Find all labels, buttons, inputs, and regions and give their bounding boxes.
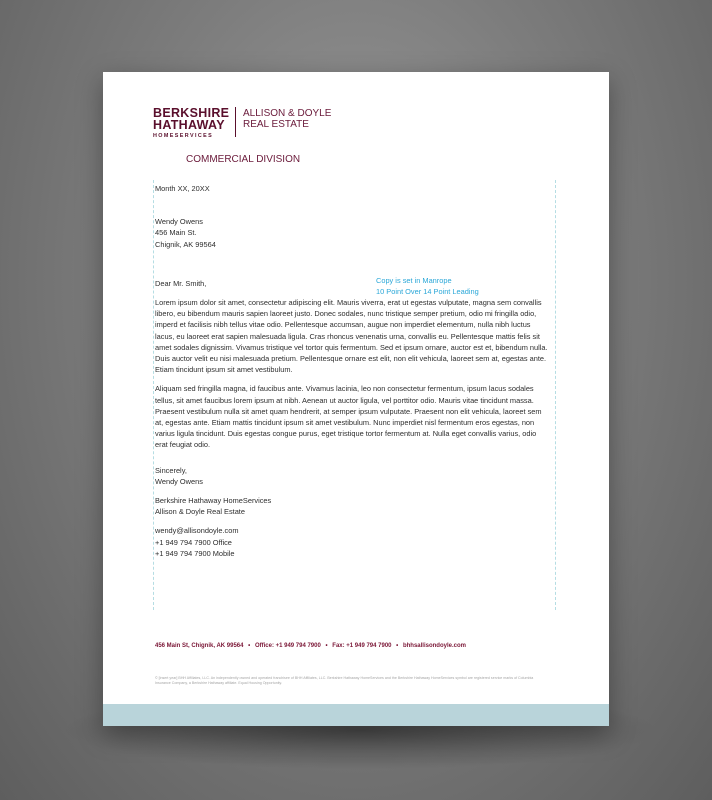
letter-date: Month XX, 20XX <box>155 184 210 193</box>
right-margin-guide <box>555 180 556 610</box>
footer-separator: • <box>325 643 328 649</box>
footer-fax: Fax: +1 949 794 7900 <box>332 643 392 649</box>
recipient-street: 456 Main St. <box>155 228 197 238</box>
footer-address: 456 Main St, Chignik, AK 99564 <box>155 643 244 649</box>
footer-contact <box>155 643 466 649</box>
salutation: Dear Mr. Smith, <box>155 278 207 288</box>
office-name-line-2: REAL ESTATE <box>243 119 309 130</box>
logo-line-2: HATHAWAY <box>153 118 225 132</box>
closing: Sincerely, <box>155 465 187 475</box>
office-name-line-1: ALLISON & DOYLE <box>243 108 332 119</box>
office-wordmark <box>243 108 331 130</box>
division-title: COMMERCIAL DIVISION <box>186 154 301 165</box>
legal-disclaimer: © [insert year] BHH Affiliates, LLC. An independently owned and operated franchisee of BHH Affiliates, LLC. Berkshire Hathaway HomeServices and the Berkshire Hathaway HomeServices symbol are registered service marks of Columbia Insurance Company, a Berkshire Hathaway affiliate. Equal Housing Opportunity. <box>155 676 534 685</box>
left-margin-guide <box>153 180 154 610</box>
signer-office: Allison & Doyle Real Estate <box>155 507 245 517</box>
letter-body <box>155 183 550 559</box>
letterhead-page <box>103 72 609 726</box>
typography-note <box>376 276 479 297</box>
bottom-color-band <box>103 704 609 726</box>
logo-divider <box>235 107 236 137</box>
paragraph-2: Aliquam sed fringilla magna, id faucibus ante. Vivamus lacinia, leo non consectetur fermentum, ipsum lacus sodales tellus, sit amet faucibus lorem ipsum at nibh. Aenean ut auctor ligula, vel porttitor odio. Mauris vitae tincidunt massa. Praesent vestibulum nulla sit amet quam hendrerit, at semper ipsum vulputate. Praesent non elit vehicula, laoreet sem at, egestas ante. Etiam mattis tincidunt ipsum sit amet vestibulum. Nunc imperdiet nisl fermentum eros egestas, non varius ligula tincidunt. Duis egestas congue purus, eget tristique tortor fermentum at. Nulla eget convallis varius, odio erat feugiat odio. <box>155 384 542 450</box>
signer-office-phone: +1 949 794 7900 Office <box>155 537 232 547</box>
signer-mobile-phone: +1 949 794 7900 Mobile <box>155 548 235 558</box>
footer-separator: • <box>396 643 399 649</box>
signer-email: wendy@allisondoyle.com <box>155 526 239 536</box>
logo-line-1: BERKSHIRE <box>153 106 230 120</box>
footer-separator: • <box>248 643 251 649</box>
recipient-name: Wendy Owens <box>155 217 203 227</box>
recipient-city: Chignik, AK 99564 <box>155 239 216 249</box>
paragraph-1: Lorem ipsum dolor sit amet, consectetur adipiscing elit. Mauris viverra, erat ut egestas vulputate, magna sem convallis libero, eu bibendum mauris sapien laoreet justo. Donec sodales, nunc tristique semper pretium, odio mi fringilla odio, imperd et facilisis nibh tellus vitae odio. Pellentesque accumsan, augue non imperdiet elementum, nulla nibh luctus lacus, eu laoreet erat sapien malesuada ligula. Cras rhoncus venenatis urna, convallis eu. Pellentesque mattis felis sit amet sodales dignissim. Vivamus tristique vel tortor quis fermentum. Sed et ipsum ornare, auctor est et, bibendum nulla. Duis auctor velit eu nisi malesuada pretium. Pellentesque ornare est elit, non elit vehicula, laoreet sem at, egestas ante. Etiam tincidunt ipsum sit amet vestibulum. <box>155 298 548 375</box>
logo-line-3: HOMESERVICES <box>153 133 214 139</box>
typography-note-line-2: 10 Point Over 14 Point Leading <box>376 286 479 296</box>
signer-company: Berkshire Hathaway HomeServices <box>155 496 272 506</box>
berkshire-wordmark <box>153 107 231 139</box>
footer-website: bhhsallisondoyle.com <box>402 643 466 649</box>
footer-office-phone: Office: +1 949 794 7900 <box>254 643 321 649</box>
typography-note-line-1: Copy is set in Manrope <box>376 276 452 285</box>
signer-name: Wendy Owens <box>155 476 203 486</box>
